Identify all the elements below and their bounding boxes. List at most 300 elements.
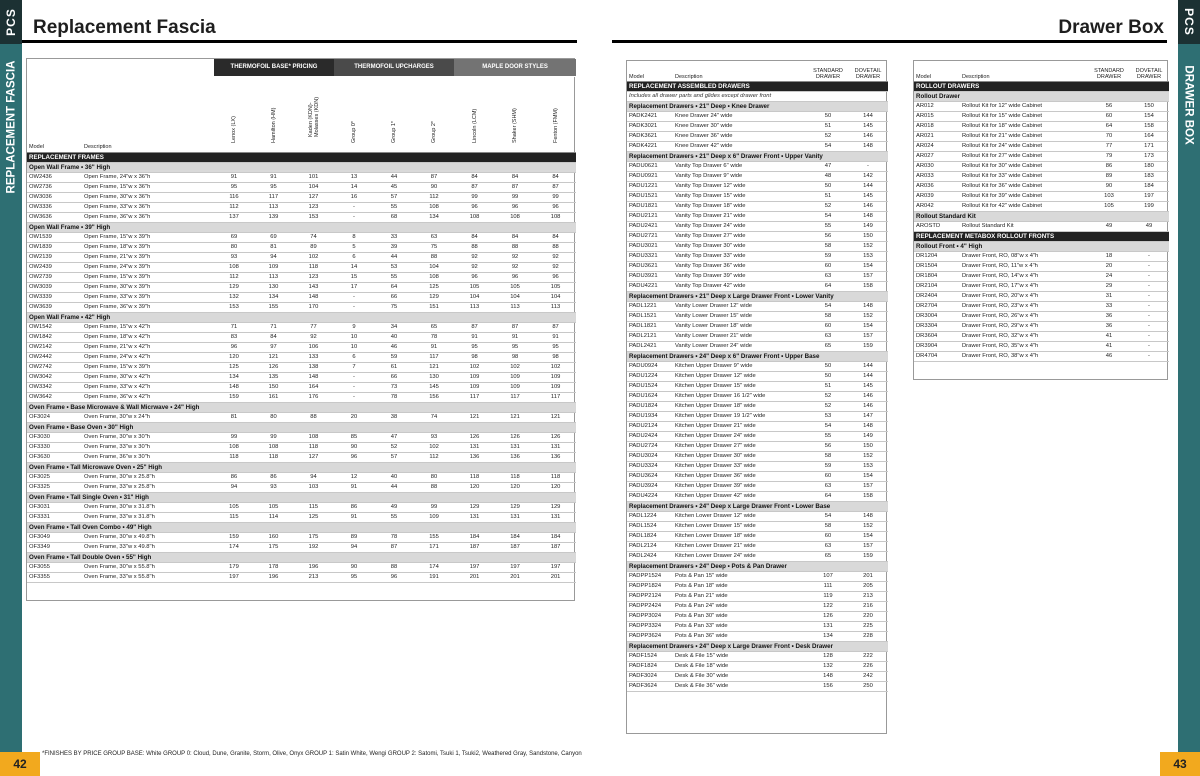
table-row [914,351,1169,361]
price-cell: 54 [808,511,848,521]
price-cell: 6 [334,252,374,262]
price-cell: 54 [808,301,848,311]
table-row [627,421,888,431]
price-cell: - [1129,351,1169,361]
table-row [914,281,1169,291]
description-cell: Vanity Lower Drawer 24" wide [673,341,808,351]
model-cell: OF3331 [27,512,82,522]
model-cell: DR1204 [914,251,960,261]
price-cell: 113 [254,272,293,282]
price-cell: 157 [848,481,888,491]
price-cell: 171 [1129,141,1169,151]
model-cell: PADF3024 [627,671,673,681]
description-cell: Oven Frame, 30"w x 24"h [82,412,214,422]
price-cell: 191 [414,572,454,582]
price-cell: 98 [535,352,576,362]
price-cell: 88 [454,242,495,252]
table-row [914,181,1169,191]
price-cell: 70 [1089,131,1129,141]
price-cell: 131 [808,621,848,631]
price-cell: 91 [414,342,454,352]
price-cell: 44 [374,482,414,492]
table-row [627,661,888,671]
price-cell: 147 [848,411,888,421]
left-page-number: 42 [0,752,40,776]
description-cell: Oven Frame, 36"w x 30"h [82,452,214,462]
price-cell: 56 [1089,101,1129,111]
table-row [627,171,888,181]
price-cell: 80 [414,472,454,482]
price-cell: 60 [808,471,848,481]
price-cell: 47 [808,161,848,171]
price-cell: 40 [374,472,414,482]
price-cell: 87 [454,182,495,192]
description-cell: Kitchen Upper Drawer 24" wide [673,431,808,441]
price-cell: - [1129,331,1169,341]
model-cell: PADL1524 [627,521,673,531]
model-cell: PADU1624 [627,391,673,401]
table-row [627,651,888,661]
description-cell: Drawer Front, RO, 23"w x 4"h [960,301,1089,311]
price-cell: 131 [454,442,495,452]
model-cell: PADL2121 [627,331,673,341]
price-cell: 108 [414,272,454,282]
description-cell: Drawer Front, RO, 14"w x 4"h [960,271,1089,281]
table-row [627,161,888,171]
price-cell: 55 [808,431,848,441]
subsection-title: Rollout Drawer [914,91,1169,101]
price-cell: 63 [808,331,848,341]
description-cell: Rollout Standard Kit [960,221,1089,231]
left-side-title: REPLACEMENT FASCIA [5,60,17,194]
model-cell: PADU3021 [627,241,673,251]
table-row [27,502,576,512]
left-title-rule [22,40,577,43]
description-cell: Vanity Top Drawer 33" wide [673,251,808,261]
table-row [627,231,888,241]
subsection-header [27,402,576,412]
description-cell: Kitchen Upper Drawer 12" wide [673,371,808,381]
price-cell: 143 [293,282,334,292]
price-cell: 220 [848,611,888,621]
brand-logo-left: PCS [0,0,22,44]
price-cell: 63 [808,271,848,281]
model-cell: PADF3624 [627,681,673,691]
table-row [627,621,888,631]
price-cell: 71 [214,322,254,332]
description-cell: Rollout Kit for 27" wide Cabinet [960,151,1089,161]
subsection-title: Oven Frame • Tall Microwave Oven • 25" High [27,462,576,472]
table-row [27,302,576,312]
price-cell: 130 [254,282,293,292]
price-cell: 102 [293,252,334,262]
price-cell: 10 [334,332,374,342]
price-cell: 154 [848,471,888,481]
description-cell: Kitchen Upper Drawer 42" wide [673,491,808,501]
price-cell: 145 [848,381,888,391]
price-cell: 88 [414,482,454,492]
price-cell: 126 [495,432,535,442]
model-cell: PADL1224 [627,511,673,521]
price-cell: 102 [495,362,535,372]
table-row [27,372,576,382]
price-cell: 222 [848,651,888,661]
description-cell: Rollout Kit for 21" wide Cabinet [960,131,1089,141]
price-cell: 175 [254,542,293,552]
price-cell: 115 [293,502,334,512]
price-cell: 118 [495,472,535,482]
section-header [914,81,1169,91]
description-cell: Pots & Pan 21" wide [673,591,808,601]
price-cell: 33 [1089,301,1129,311]
table-row [914,201,1169,211]
price-cell: 148 [293,292,334,302]
col-model: Model [914,61,960,81]
description-cell: Vanity Lower Drawer 12" wide [673,301,808,311]
price-cell: 50 [808,111,848,121]
price-cell: 14 [334,182,374,192]
table-row [627,211,888,221]
description-cell: Oven Frame, 33"w x 55.8"h [82,572,214,582]
price-cell: 120 [495,482,535,492]
price-cell: 109 [254,262,293,272]
price-cell: 103 [1089,191,1129,201]
price-cell: 55 [374,512,414,522]
price-cell: 118 [293,262,334,272]
subsection-header [27,522,576,532]
section-note: Includes all drawer parts and glides except drawer front [627,91,888,101]
description-cell: Knee Drawer 36" wide [673,131,808,141]
price-cell: 197 [535,562,576,572]
price-cell: 12 [334,472,374,482]
subsection-header [627,561,888,571]
price-cell: 33 [374,232,414,242]
price-cell: 71 [254,322,293,332]
model-cell: AR030 [914,161,960,171]
price-cell: 95 [254,182,293,192]
price-cell: 145 [414,382,454,392]
description-cell: Open Frame, 24"w x 42"h [82,352,214,362]
price-cell: 95 [535,342,576,352]
price-cell: 205 [848,581,888,591]
price-cell: 154 [848,321,888,331]
table-row [914,341,1169,351]
price-cell: 93 [254,482,293,492]
price-cell: 52 [808,391,848,401]
model-cell: OW1842 [27,332,82,342]
price-cell: 131 [535,512,576,522]
price-cell: 150 [1129,101,1169,111]
price-cell: - [334,212,374,222]
table-row [27,212,576,222]
price-cell: 93 [214,252,254,262]
price-cell: 99 [454,192,495,202]
model-cell: OF3330 [27,442,82,452]
description-cell: Drawer Front, RO, 35"w x 4"h [960,341,1089,351]
table-row [914,141,1169,151]
subsection-header [627,501,888,511]
description-cell: Kitchen Upper Drawer 16 1/2" wide [673,391,808,401]
price-cell: 91 [454,332,495,342]
description-cell: Knee Drawer 24" wide [673,111,808,121]
price-cell: 152 [848,311,888,321]
subsection-header [914,241,1169,251]
model-cell: PADU0921 [627,171,673,181]
price-cell: 87 [414,172,454,182]
price-cell: 65 [808,341,848,351]
description-cell: Vanity Top Drawer 24" wide [673,221,808,231]
price-cell: 108 [454,212,495,222]
model-cell: DR3904 [914,341,960,351]
subsection-header [627,101,888,111]
price-cell: 87 [374,542,414,552]
price-cell: 116 [214,192,254,202]
price-cell: 87 [535,322,576,332]
table-row [627,361,888,371]
price-cell: 105 [1089,201,1129,211]
model-cell: PADPP3324 [627,621,673,631]
price-cell: 120 [214,352,254,362]
table-row [627,671,888,681]
model-cell: DR3004 [914,311,960,321]
price-cell: 184 [454,532,495,542]
description-cell: Drawer Front, RO, 08"w x 4"h [960,251,1089,261]
price-cell: 104 [495,292,535,302]
price-cell: 136 [454,452,495,462]
subsection-title: Replacement Drawers • 21" Deep x 6" Drawer Front • Upper Vanity [627,151,888,161]
price-cell: 87 [495,182,535,192]
price-cell: 59 [374,352,414,362]
description-cell: Vanity Top Drawer 30" wide [673,241,808,251]
model-cell: OW3639 [27,302,82,312]
price-cell: 45 [374,182,414,192]
table-row [627,521,888,531]
price-cell: 24 [1089,271,1129,281]
price-cell: 80 [254,412,293,422]
price-cell: 46 [374,342,414,352]
price-cell: 201 [454,572,495,582]
price-cell: 213 [848,591,888,601]
left-side-tab [0,0,22,776]
price-cell: 50 [808,361,848,371]
description-cell: Drawer Front, RO, 26"w x 4"h [960,311,1089,321]
col-description: Description [673,61,808,81]
price-cell: 179 [214,562,254,572]
table-row [914,221,1169,231]
table-row [627,681,888,691]
price-cell: 113 [495,302,535,312]
model-cell: AR036 [914,181,960,191]
model-cell: OW1542 [27,322,82,332]
price-cell: 159 [214,532,254,542]
price-cell: 75 [414,242,454,252]
model-cell: PADU0621 [627,161,673,171]
price-cell: 109 [535,372,576,382]
price-cell: 49 [1129,221,1169,231]
description-cell: Open Frame, 33"w x 36"h [82,202,214,212]
price-cell: 122 [808,601,848,611]
price-cell: 60 [1089,111,1129,121]
price-cell: 47 [374,432,414,442]
price-cell: - [334,372,374,382]
price-cell: 16 [334,192,374,202]
price-cell: 134 [414,212,454,222]
price-cell: 154 [848,531,888,541]
table-row [27,322,576,332]
price-cell: 197 [454,562,495,572]
model-cell: PADL2424 [627,551,673,561]
description-cell: Open Frame, 15"w x 36"h [82,182,214,192]
price-cell: 81 [254,242,293,252]
price-cell: - [1129,301,1169,311]
table-row [914,121,1169,131]
price-cell: 34 [374,322,414,332]
description-cell: Rollout Kit for 15" wide Cabinet [960,111,1089,121]
price-cell: 29 [1089,281,1129,291]
price-cell: 164 [293,382,334,392]
price-cell: 113 [254,202,293,212]
price-cell: 133 [293,352,334,362]
price-cell: 152 [848,241,888,251]
table-row [27,562,576,572]
model-cell: OW2739 [27,272,82,282]
subsection-header [914,91,1169,101]
table-row [627,541,888,551]
model-cell: PADPP3024 [627,611,673,621]
price-cell: 121 [254,352,293,362]
table-row [27,432,576,442]
price-cell: 144 [848,361,888,371]
price-cell: 109 [454,372,495,382]
price-cell: 121 [454,412,495,422]
subsection-title: Replacement Drawers • 21" Deep x Large Drawer Front • Lower Vanity [627,291,888,301]
price-cell: 154 [1129,111,1169,121]
price-cell: 159 [214,392,254,402]
table-row [27,572,576,582]
model-cell: DR4704 [914,351,960,361]
subsection-header [27,492,576,502]
table-row [627,371,888,381]
price-cell: 125 [293,512,334,522]
price-cell: 106 [293,342,334,352]
price-cell: 127 [293,192,334,202]
description-cell: Kitchen Upper Drawer 15" wide [673,381,808,391]
description-cell: Vanity Top Drawer 15" wide [673,191,808,201]
price-cell: - [1129,271,1169,281]
assembled-drawers-panel [626,60,887,734]
price-cell: 95 [495,342,535,352]
subsection-header [627,291,888,301]
price-cell: - [1129,261,1169,271]
price-cell: 86 [1089,161,1129,171]
description-cell: Kitchen Upper Drawer 33" wide [673,461,808,471]
price-cell: 63 [808,541,848,551]
price-cell: 58 [808,521,848,531]
price-cell: 54 [808,421,848,431]
price-cell: 145 [848,191,888,201]
description-cell: Oven Frame, 33"w x 31.8"h [82,512,214,522]
assembled-drawers-body [627,81,888,691]
price-cell: 225 [848,621,888,631]
price-cell: 183 [1129,171,1169,181]
price-cell: 153 [293,212,334,222]
description-cell: Vanity Top Drawer 6" wide [673,161,808,171]
price-cell: 50 [808,371,848,381]
table-row [627,381,888,391]
price-cell: 51 [808,191,848,201]
price-cell: 126 [808,611,848,621]
model-cell: PADU3324 [627,461,673,471]
description-cell: Kitchen Lower Drawer 15" wide [673,521,808,531]
model-cell: OW1839 [27,242,82,252]
price-cell: 88 [374,562,414,572]
price-cell: 95 [214,182,254,192]
price-cell: 91 [214,172,254,182]
price-cell: 44 [374,252,414,262]
price-cell: 196 [254,572,293,582]
brand-logo-right: PCS [1178,0,1200,44]
price-cell: 113 [535,302,576,312]
table-row [914,331,1169,341]
price-cell: 107 [808,571,848,581]
section-title: REPLACEMENT FRAMES [27,152,576,162]
price-cell: 216 [848,601,888,611]
price-cell: 96 [535,272,576,282]
description-cell: Open Frame, 24"w x 39"h [82,262,214,272]
table-row [27,202,576,212]
model-cell: OW2442 [27,352,82,362]
price-cell: 148 [214,382,254,392]
price-cell: 112 [414,192,454,202]
table-row [914,161,1169,171]
price-cell: 156 [808,681,848,691]
model-cell: PADU3921 [627,271,673,281]
price-cell: 87 [454,322,495,332]
table-row [627,551,888,561]
table-row [627,391,888,401]
price-cell: 104 [454,292,495,302]
description-cell: Oven Frame, 30"w x 30"h [82,432,214,442]
description-cell: Oven Frame, 33"w x 30"h [82,442,214,452]
price-cell: 155 [414,532,454,542]
table-row [27,342,576,352]
col-dovetail-drawer: DOVETAIL DRAWER [848,61,888,81]
description-cell: Pots & Pan 24" wide [673,601,808,611]
description-cell: Rollout Kit for 42" wide Cabinet [960,201,1089,211]
price-cell: - [1129,321,1169,331]
model-cell: PADPP1524 [627,571,673,581]
description-cell: Rollout Kit for 30" wide Cabinet [960,161,1089,171]
col-hamilton: Hamilton (HM) [254,76,293,152]
description-cell: Open Frame, 15"w x 42"h [82,322,214,332]
price-cell: 146 [848,201,888,211]
price-cell: 155 [254,302,293,312]
price-cell: 78 [374,392,414,402]
price-cell: 123 [293,202,334,212]
table-row [627,191,888,201]
price-cell: 135 [254,372,293,382]
table-row [627,411,888,421]
price-cell: 108 [214,262,254,272]
price-cell: 109 [535,382,576,392]
price-cell: 108 [293,432,334,442]
price-cell: 226 [848,661,888,671]
price-cell: 97 [254,342,293,352]
price-cell: 10 [334,342,374,352]
description-cell: Drawer Front, RO, 38"w x 4"h [960,351,1089,361]
price-cell: 178 [254,562,293,572]
price-cell: 108 [254,442,293,452]
